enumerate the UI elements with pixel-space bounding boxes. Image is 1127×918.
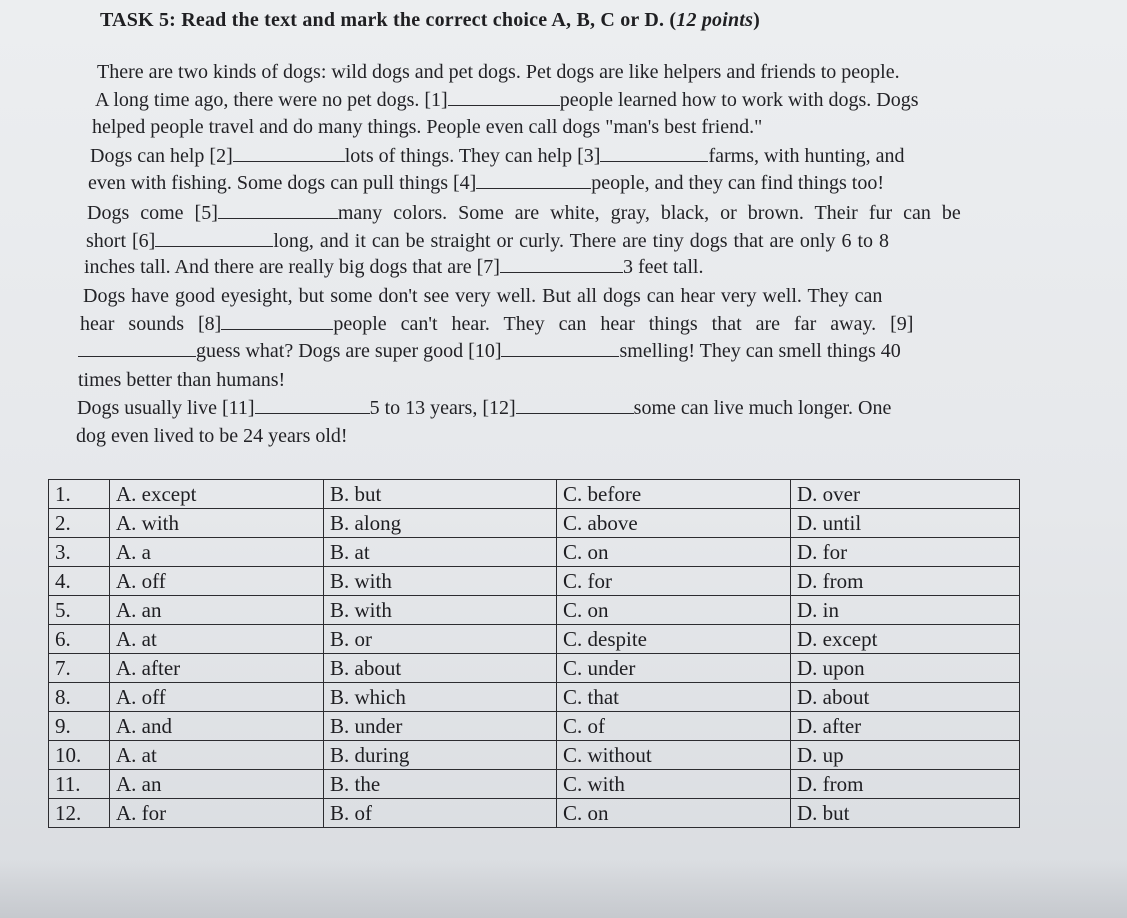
answer-blank[interactable] xyxy=(255,397,370,414)
option-d[interactable]: D. in xyxy=(791,596,1020,625)
passage-line xyxy=(92,115,762,139)
question-number: 1. xyxy=(49,480,110,509)
option-row xyxy=(49,770,1020,799)
passage-line xyxy=(87,201,961,225)
option-c[interactable]: C. of xyxy=(557,712,791,741)
passage-text: Dogs come [5] xyxy=(87,202,218,224)
option-b[interactable]: B. during xyxy=(324,741,557,770)
option-row xyxy=(49,683,1020,712)
option-row xyxy=(49,654,1020,683)
option-row xyxy=(49,538,1020,567)
task-title xyxy=(100,9,760,32)
passage-text: Dogs can help [2] xyxy=(90,145,233,167)
passage-line xyxy=(84,255,704,279)
answer-blank[interactable] xyxy=(448,89,560,106)
passage-text: hear sounds [8] xyxy=(80,313,222,335)
option-a[interactable]: A. with xyxy=(110,509,324,538)
passage-text: lots of things. They can help [3] xyxy=(344,145,601,167)
option-a[interactable]: A. a xyxy=(110,538,324,567)
answer-blank[interactable] xyxy=(218,202,338,219)
option-row xyxy=(49,799,1020,828)
answer-blank[interactable] xyxy=(476,172,591,189)
question-number: 5. xyxy=(49,596,110,625)
passage-text: some can live much longer. One xyxy=(633,397,892,419)
task-points: 12 points xyxy=(676,9,754,31)
option-b[interactable]: B. about xyxy=(324,654,557,683)
option-c[interactable]: C. on xyxy=(557,538,791,567)
passage-text: short [6] xyxy=(86,230,156,252)
passage-text: Dogs usually live [11] xyxy=(77,397,255,419)
option-b[interactable]: B. which xyxy=(324,683,557,712)
question-number: 12. xyxy=(49,799,110,828)
passage-text: people, and they can find things too! xyxy=(591,172,885,194)
option-b[interactable]: B. of xyxy=(324,799,557,828)
option-a[interactable]: A. an xyxy=(110,596,324,625)
option-b[interactable]: B. along xyxy=(324,509,557,538)
option-b[interactable]: B. or xyxy=(324,625,557,654)
option-a[interactable]: A. except xyxy=(110,480,324,509)
page-shadow xyxy=(0,860,1127,918)
answer-blank[interactable] xyxy=(600,145,708,162)
option-a[interactable]: A. off xyxy=(110,567,324,596)
option-d[interactable]: D. from xyxy=(791,567,1020,596)
option-c[interactable]: C. despite xyxy=(557,625,791,654)
option-c[interactable]: C. that xyxy=(557,683,791,712)
passage-text: dog even lived to be 24 years old! xyxy=(76,425,348,447)
question-number: 7. xyxy=(49,654,110,683)
option-row xyxy=(49,596,1020,625)
answer-blank[interactable] xyxy=(78,340,196,357)
option-c[interactable]: C. for xyxy=(557,567,791,596)
passage-text: guess what? Dogs are super good [10] xyxy=(196,340,502,362)
option-row xyxy=(49,509,1020,538)
passage-line xyxy=(97,60,900,84)
option-a[interactable]: A. at xyxy=(110,625,324,654)
question-number: 8. xyxy=(49,683,110,712)
option-d[interactable]: D. upon xyxy=(791,654,1020,683)
passage-line xyxy=(83,284,882,308)
option-c[interactable]: C. on xyxy=(557,596,791,625)
passage-line xyxy=(95,88,919,112)
option-b[interactable]: B. with xyxy=(324,567,557,596)
question-number: 3. xyxy=(49,538,110,567)
option-a[interactable]: A. after xyxy=(110,654,324,683)
task-title-close: ) xyxy=(753,9,760,31)
question-number: 6. xyxy=(49,625,110,654)
option-d[interactable]: D. about xyxy=(791,683,1020,712)
option-row xyxy=(49,625,1020,654)
option-row xyxy=(49,567,1020,596)
option-c[interactable]: C. with xyxy=(557,770,791,799)
option-c[interactable]: C. above xyxy=(557,509,791,538)
option-a[interactable]: A. for xyxy=(110,799,324,828)
option-a[interactable]: A. at xyxy=(110,741,324,770)
passage-text: smelling! They can smell things 40 xyxy=(619,340,901,362)
passage-line xyxy=(88,171,884,195)
passage-text: There are two kinds of dogs: wild dogs and pet dogs. Pet dogs are like helpers and friends to people. xyxy=(97,61,900,83)
option-d[interactable]: D. until xyxy=(791,509,1020,538)
option-c[interactable]: C. on xyxy=(557,799,791,828)
option-row xyxy=(49,480,1020,509)
passage-line xyxy=(76,424,348,448)
option-d[interactable]: D. for xyxy=(791,538,1020,567)
option-c[interactable]: C. under xyxy=(557,654,791,683)
task-title-text: TASK 5: Read the text and mark the correct choice A, B, C or D. ( xyxy=(100,9,677,31)
option-d[interactable]: D. up xyxy=(791,741,1020,770)
passage-text: 5 to 13 years, [12] xyxy=(369,397,516,419)
answer-blank[interactable] xyxy=(233,145,345,162)
answer-blank[interactable] xyxy=(516,397,634,414)
question-number: 10. xyxy=(49,741,110,770)
option-b[interactable]: B. but xyxy=(324,480,557,509)
option-d[interactable]: D. over xyxy=(791,480,1020,509)
option-b[interactable]: B. at xyxy=(324,538,557,567)
passage-line xyxy=(80,312,913,336)
option-a[interactable]: A. an xyxy=(110,770,324,799)
passage-text: 3 feet tall. xyxy=(622,256,704,278)
option-d[interactable]: D. except xyxy=(791,625,1020,654)
passage-text: inches tall. And there are really big dogs that are [7] xyxy=(84,256,500,278)
passage-line xyxy=(90,144,905,168)
passage-line xyxy=(78,368,285,392)
answer-blank[interactable] xyxy=(221,313,333,330)
option-row xyxy=(49,741,1020,770)
question-number: 9. xyxy=(49,712,110,741)
option-b[interactable]: B. with xyxy=(324,596,557,625)
question-number: 4. xyxy=(49,567,110,596)
question-number: 2. xyxy=(49,509,110,538)
question-number: 11. xyxy=(49,770,110,799)
passage-text: many colors. Some are white, gray, black, or brown. Their fur can be xyxy=(337,202,961,224)
passage-text: times better than humans! xyxy=(78,369,286,391)
option-d[interactable]: D. from xyxy=(791,770,1020,799)
answer-blank[interactable] xyxy=(500,256,623,273)
option-row xyxy=(49,712,1020,741)
option-b[interactable]: B. the xyxy=(324,770,557,799)
passage-line xyxy=(78,339,901,363)
passage-text: Dogs have good eyesight, but some don't see very well. But all dogs can hear very well. They can xyxy=(83,285,883,307)
passage-text: even with fishing. Some dogs can pull things [4] xyxy=(88,172,477,194)
answer-blank[interactable] xyxy=(155,230,273,247)
option-c[interactable]: C. before xyxy=(557,480,791,509)
option-d[interactable]: D. after xyxy=(791,712,1020,741)
option-a[interactable]: A. and xyxy=(110,712,324,741)
passage-line xyxy=(86,229,889,253)
answer-blank[interactable] xyxy=(501,340,619,357)
option-c[interactable]: C. without xyxy=(557,741,791,770)
option-b[interactable]: B. under xyxy=(324,712,557,741)
passage-text: A long time ago, there were no pet dogs. [1] xyxy=(95,89,448,111)
option-a[interactable]: A. off xyxy=(110,683,324,712)
passage-line xyxy=(77,396,891,420)
passage-text: people can't hear. They can hear things that are far away. [9] xyxy=(333,313,914,335)
answer-options-table xyxy=(48,479,1020,828)
passage-text: helped people travel and do many things. People even call dogs "man's best friend." xyxy=(92,116,763,138)
passage-text: long, and it can be straight or curly. There are tiny dogs that are only 6 to 8 xyxy=(273,230,890,252)
option-d[interactable]: D. but xyxy=(791,799,1020,828)
passage-text: people learned how to work with dogs. Dogs xyxy=(559,89,919,111)
passage-text: farms, with hunting, and xyxy=(708,145,905,167)
